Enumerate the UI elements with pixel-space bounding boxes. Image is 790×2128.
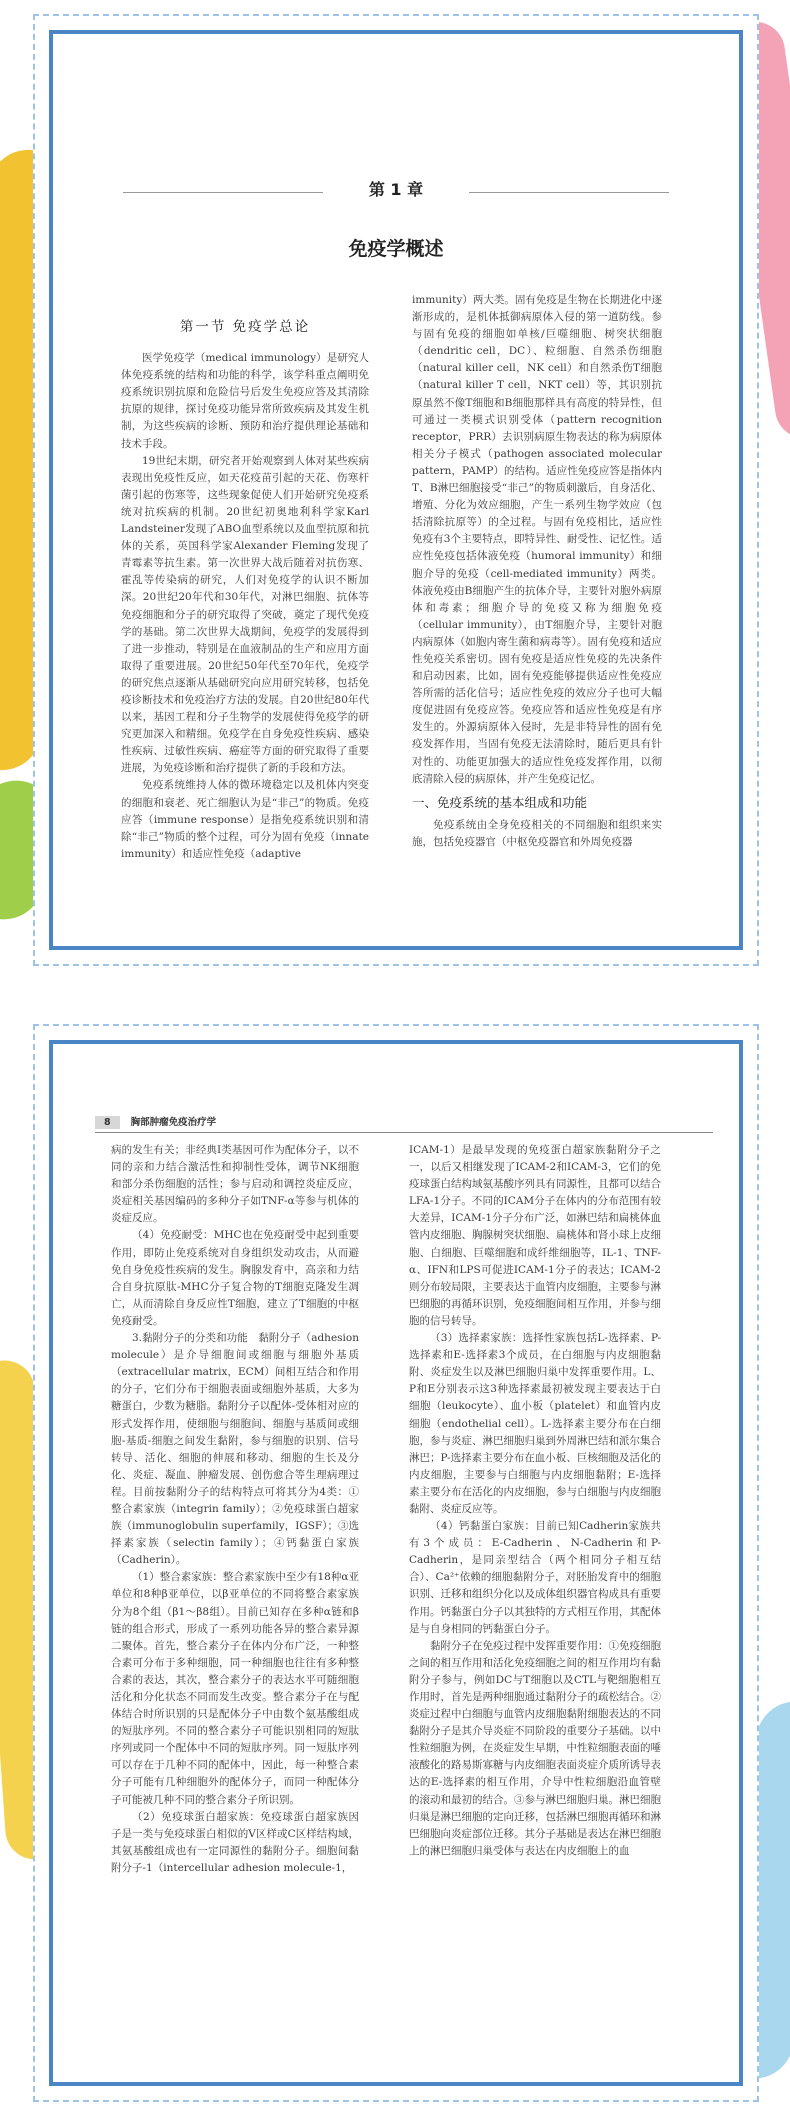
page-frame: [33, 1024, 759, 2102]
paragraph: （3）选择素家族：选择性家族包括L-选择素、P-选择素和E-选择素3个成员，在白细胞与内皮细胞黏附、炎症发生以及淋巴细胞归巢中发挥重要作用。L、P和E分别表示这3种选择素最初被发现主要表达于白细胞（leukocyte）、血小板（platelet）和血管内皮细胞（endothelial cell）。L-选择素主要分布在白细胞，参与炎症、淋巴细胞归巢到外周淋巴结和派尔集合淋巴；P-选择素主要分布在血小板、巨核细胞及活化的内皮细胞，主要参与白细胞与内皮细胞黏附；E-选择素主要分布在活化的内皮细胞，参与白细胞与内皮细胞黏附、炎症反应等。: [409, 1332, 661, 1515]
paragraph: （4）免疫耐受：MHC也在免疫耐受中起到重要作用，即防止免疫系统对自身组织发动攻击，从而避免自身免疫性疾病的发生。胸腺发育中，高亲和力结合自身抗原肽-MHC分子复合物的T细胞克隆发生凋亡，从而清除自身反应性T细胞，建立了T细胞的中枢免疫耐受。: [111, 1229, 359, 1327]
paragraph: （1）整合素家族：整合素家族中至少有18种α亚单位和8种β亚单位，以β亚单位的不同将整合素家族分为8个组（β1～β8组）。目前已知存在多种α链和β链的组合形式，形成了一系列功能各异的整合素异源二聚体。首先，整合素分子在体内分布广泛，一种整合素可分布于多种细胞，同一种细胞也往往有多种整合素的表达，其次，整合素分子的表达水平可随细胞活化和分化状态不同而发生改变。整合素分子在与配体结合时所识别的只是配体分子中由数个氨基酸组成的短肽序列。不同的整合素分子可能识别相同的短肽序列或同一个配体中不同的短肽序列。同一短肽序列可以存在于几种不同的配体中，因此，每一种整合素分子可能有几种细胞外的配体分子，而同一种配体分子可能被几种不同的整合素分子所识别。: [111, 1571, 359, 1806]
paragraph: 19世纪末期，研究者开始观察到人体对某些疾病表现出免疫性反应，如天花疫苗引起的天花、伤寒杆菌引起的伤寒等，这些现象促使人们开始研究免疫系统对抗疾病的机制。20世纪初奥地利科学家Karl Landsteiner发现了ABO血型系统以及血型抗原和抗体的关系，英国科学家Alexander Fleming发现了青霉素等抗生素。第一次世界大战后随着对抗伤寒、霍乱等传染病的研究，人们对免疫学的认识不断加深。20世纪20年代和30年代，对淋巴细胞、抗体等免疫细胞和分子的研究取得了突破，奠定了现代免疫学的基础。第二次世界大战期间，免疫学的发展得到了进一步推动，特别是在血液制品的生产和应用方面取得了重要进展。20世纪50年代至70年代，免疫学的研究焦点逐渐从基础研究向应用研究转移，包括免疫诊断技术和免疫治疗方法的发展。自20世纪80年代以来，基因工程和分子生物学的发展使得免疫学的研究更加深入和精细。免疫学在自身免疫性疾病、感染性疾病、过敏性疾病、癌症等方面的研究取得了重要进展，为免疫诊断和治疗提供了新的手段和方法。: [121, 454, 369, 775]
left-column: [121, 319, 369, 863]
page-number: 8: [95, 1116, 120, 1129]
page-frame: [33, 14, 759, 966]
left-column: [111, 1142, 359, 1877]
book-title: 胸部肿瘤免疫治疗学: [130, 1117, 217, 1128]
subheading: 一、免疫系统的基本组成和功能: [412, 794, 588, 810]
paragraph: 免疫系统由全身免疫相关的不同细胞和组织来实施，包括免疫器官（中枢免疫器官和外周免疫器: [412, 818, 662, 848]
paragraph: 病的发生有关；非经典Ⅰ类基因可作为配体分子，以不同的亲和力结合激活性和抑制性受体，调节NK细胞和部分杀伤细胞的活性；参与启动和调控炎症反应，炎症相关基因编码的多种分子如TNF-α等参与机体的炎症反应。: [111, 1144, 359, 1225]
running-head: [95, 1114, 713, 1133]
paragraph: ICAM-1）是最早发现的免疫蛋白超家族黏附分子之一，以后又相继发现了ICAM-2和ICAM-3，它们的免疫球蛋白结构域氨基酸序列具有同源性，且都可以结合LFA-1分子。不同的ICAM分子在体内的分布范围有较大差异，ICAM-1分子分布广泛，如淋巴结和扁桃体血管内皮细胞、胸腺树突状细胞、扁桃体和肾小球上皮细胞、白细胞、巨噬细胞和成纤维细胞等，IL-1、TNF-α、IFN和LPS可促进ICAM-1分子的表达；ICAM-2则分布较局限，主要表达于血管内皮细胞，主要参与淋巴细胞的再循环识别，免疫细胞间相互作用，并参与细胞的信号转导。: [409, 1144, 661, 1327]
chapter-title: 免疫学概述: [348, 238, 444, 260]
right-column: [409, 1142, 661, 1860]
paragraph: immunity）两大类。固有免疫是生物在长期进化中逐渐形成的，是机体抵御病原体入侵的第一道防线。参与固有免疫的细胞如单核/巨噬细胞、树突状细胞（dendritic cell，DC）、粒细胞、自然杀伤细胞（natural killer cell，NK cell）和自然杀伤T细胞（natural killer T cell，NKT cell）等，其识别抗原虽然不像T细胞和B细胞那样具有高度的特异性，但可通过一类模式识别受体（pattern recognition receptor，PRR）去识别病原生物表达的称为病原体相关分子模式（pathogen associated molecular pattern，PAMP）的结构。适应性免疫应答是指体内T、B淋巴细胞接受“非己”的物质刺激后，自身活化、增殖、分化为效应细胞，产生一系列生物学效应（包括清除抗原等）的全过程。与固有免疫相比，适应性免疫有3个主要特点，即特异性、耐受性、记忆性。适应性免疫包括体液免疫（humoral immunity）和细胞介导的免疫（cell-mediated immunity）两类。体液免疫由B细胞产生的抗体介导，主要针对胞外病原体和毒素；细胞介导的免疫又称为细胞免疫（cellular immunity），由T细胞介导，主要针对胞内病原体（如胞内寄生菌和病毒等）。固有免疫和适应性免疫关系密切。固有免疫是适应性免疫的先决条件和启动因素，比如，固有免疫能够提供适应性免疫应答所需的活化信号；适应性免疫的效应分子也可大幅度促进固有免疫应答。免疫应答和适应性免疫是有序发生的。外源病原体入侵时，先是非特异性的固有免疫发挥作用，当固有免疫无法清除时，随后更具有针对性的、功能更加强大的适应性免疫发挥作用，以彻底清除入侵的病原体，并产生免疫记忆。: [412, 294, 662, 785]
paragraph: 医学免疫学（medical immunology）是研究人体免疫系统的结构和功能的科学，该学科重点阐明免疫系统识别抗原和危险信号后发生免疫应答及其清除抗原的规律，探讨免疫功能异常所致疾病及其发生机制，为这些疾病的诊断、预防和治疗提供理论基础和技术手段。: [121, 352, 369, 450]
chapter-label: 第 1 章: [368, 180, 424, 199]
right-column: [412, 292, 662, 851]
paragraph: 黏附分子在免疫过程中发挥重要作用：①免疫细胞之间的相互作用和活化免疫细胞之间的相互作用均有黏附分子参与，例如DC与T细胞以及CTL与靶细胞相互作用时，首先是两种细胞通过黏附分子的疏松结合。②炎症过程中白细胞与血管内皮细胞黏附细胞表达的不同黏附分子是其介导炎症不同阶段的重要分子基础。以中性粒细胞为例，在炎症发生早期，中性粒细胞表面的唾液酸化的路易斯寡糖与内皮细胞表面炎症介质所诱导表达的E-选择素的相互作用，介导中性粒细胞沿血管壁的滚动和最初的结合。③参与淋巴细胞归巢。淋巴细胞归巢是淋巴细胞的定向迁移，包括淋巴细胞再循环和淋巴细胞向炎症部位迁移。其分子基础是表达在淋巴细胞上的淋巴细胞归巢受体与表达在内皮细胞上的血: [409, 1639, 661, 1857]
paragraph: （4）钙黏蛋白家族：目前已知Cadherin家族共有3个成员：E-Cadherin、N-Cadherin和P-Cadherin，是同亲型结合（两个相同分子相互结合）、Ca²⁺依赖的细胞黏附分子，对胚胎发育中的细胞识别、迁移和组织分化以及成体组织器官构成具有重要作用。钙黏蛋白分子以其独特的方式相互作用，其配体是与自身相同的钙黏蛋白分子。: [409, 1520, 661, 1635]
paragraph: 免疫系统维持人体的微环境稳定以及机体内突变的细胞和衰老、死亡细胞认为是“非己”的物质。免疫应答（immune response）是指免疫系统识别和清除“非己”物质的整个过程，可分为固有免疫（innate immunity）和适应性免疫（adaptive: [121, 779, 369, 860]
book-page-1: [49, 30, 743, 950]
paragraph: 3.黏附分子的分类和功能 黏附分子（adhesion molecule）是介导细胞间或细胞与细胞外基质（extracellular matrix，ECM）间相互结合和作用的分子，它们分布于细胞表面或细胞外基质，大多为糖蛋白，少数为糖脂。黏附分子以配体-受体相对应的形式发挥作用，使细胞与细胞间、细胞与基质间或细胞-基质-细胞之间发生黏附，参与细胞的识别、信号转导、活化、细胞的伸展和移动、细胞的生长及分化、炎症、凝血、肿瘤发展、创伤愈合等生理病理过程。目前按黏附分子的结构特点可将其分为4类：①整合素家族（integrin family）；②免疫球蛋白超家族（immunoglobulin superfamily，IGSF）；③选择素家族（selectin family）；④钙黏蛋白家族（Cadherin）。: [111, 1332, 359, 1567]
section-title: 第一节 免疫学总论: [179, 319, 311, 335]
paragraph: （2）免疫球蛋白超家族：免疫球蛋白超家族因子是一类与免疫球蛋白相似的V区样或C区样结构域，其氨基酸组成也有一定同源性的黏附分子。细胞间黏附分子-1（intercellular adhesion molecule-1，: [111, 1810, 359, 1874]
book-page-2: [49, 1040, 743, 2086]
